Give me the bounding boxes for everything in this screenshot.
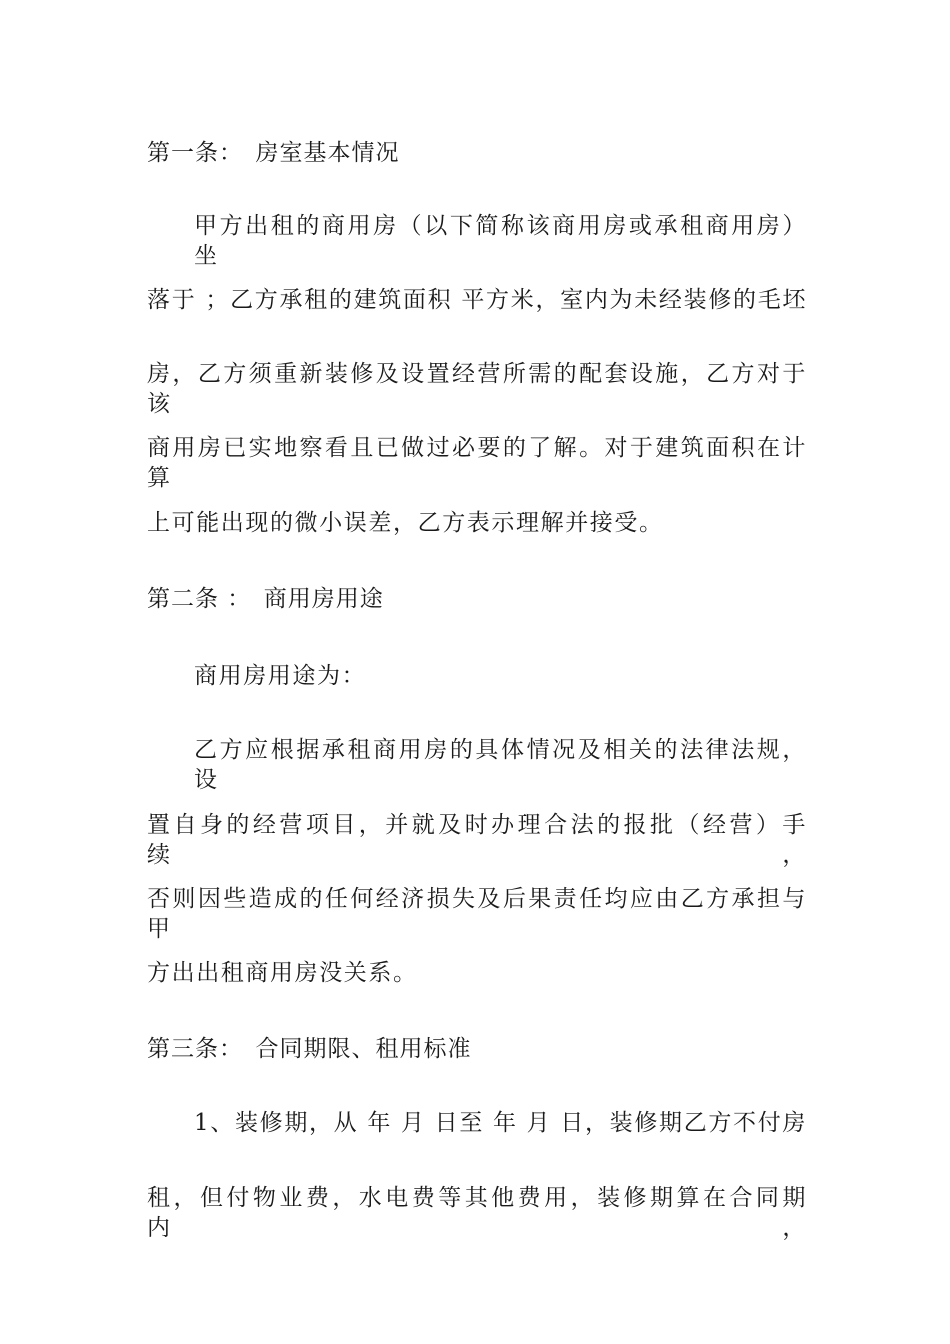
- article-2-paragraph-line-3: 否则因些造成的任何经济损失及后果责任均应由乙方承担与甲: [147, 886, 807, 942]
- article-2-usage-line: 商用房用途为：: [194, 663, 367, 689]
- article-1-paragraph-line-5: 上可能出现的微小误差，乙方表示理解并接受。: [147, 510, 664, 536]
- article-2-paragraph-line-2: 置自身的经营项目，并就及时办理合法的报批（经营）手续，: [147, 812, 807, 868]
- article-3-paragraph-line-2: 租，但付物业费，水电费等其他费用，装修期算在合同期内，: [147, 1185, 807, 1241]
- article-2-paragraph-line-1: 乙方应根据承租商用房的具体情况及相关的法律法规，设: [194, 737, 807, 793]
- article-1-paragraph-line-2: 落于 ；乙方承租的建筑面积 平方米，室内为未经装修的毛坯: [147, 287, 807, 313]
- article-3-heading: 第三条： 合同期限、租用标准: [147, 1036, 472, 1062]
- article-2-paragraph-line-4: 方出出租商用房没关系。: [147, 960, 418, 986]
- article-1-paragraph-line-1: 甲方出租的商用房（以下简称该商用房或承租商用房）坐: [194, 213, 807, 269]
- article-3-paragraph-line-1: 1、装修期，从 年 月 日至 年 月 日，装修期乙方不付房: [194, 1110, 807, 1136]
- article-1-heading: 第一条： 房室基本情况: [147, 140, 400, 166]
- article-1-paragraph-line-3: 房，乙方须重新装修及设置经营所需的配套设施，乙方对于该: [147, 361, 807, 417]
- article-2-heading: 第二条 ： 商用房用途: [147, 586, 384, 612]
- article-1-paragraph-line-4: 商用房已实地察看且已做过必要的了解。对于建筑面积在计算: [147, 435, 807, 491]
